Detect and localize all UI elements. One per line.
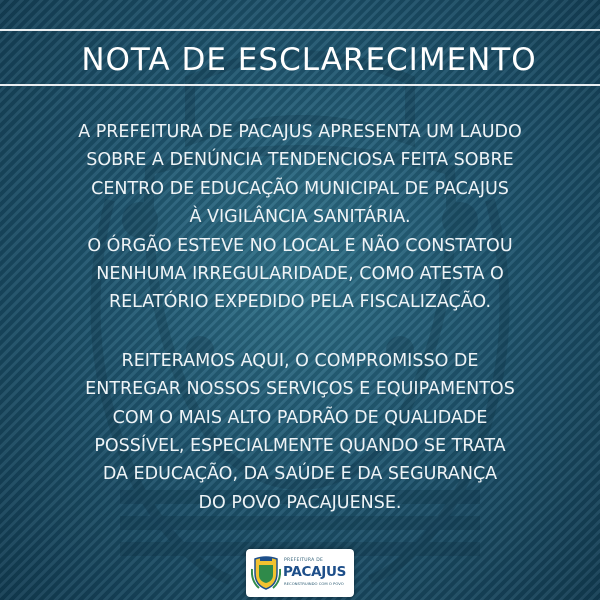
title-top-rule (0, 29, 600, 31)
paragraph-2-line: COM O MAIS ALTO PADRÃO DE QUALIDADE (112, 407, 488, 428)
page-title: NOTA DE ESCLARECIMENTO (81, 42, 537, 78)
paragraph-1-line: SOBRE A DENÚNCIA TENDENCIOSA FEITA SOBRE (86, 150, 514, 171)
paragraph-gap (0, 317, 600, 347)
paragraph-2-line: ENTREGAR NOSSOS SERVIÇOS E EQUIPAMENTOS (85, 379, 515, 400)
paragraph-2-line: REITERAMOS AQUI, O COMPROMISSO DE (121, 350, 479, 371)
paragraph-1-line: RELATÓRIO EXPEDIDO PELA FISCALIZAÇÃO. (108, 292, 492, 313)
announcement-body (0, 118, 600, 517)
paragraph-1-line: CENTRO DE EDUCAÇÃO MUNICIPAL DE PACAJUS (91, 178, 509, 199)
paragraph-1-line: O ÓRGÃO ESTEVE NO LOCAL E NÃO CONSTATOU (87, 235, 513, 256)
logo-name: PACAJUS (283, 564, 347, 580)
paragraph-2-line: DA EDUCAÇÃO, DA SAÚDE E DA SEGURANÇA (102, 464, 498, 485)
paragraph-1-line: A PREFEITURA DE PACAJUS APRESENTA UM LAUDO (78, 122, 522, 142)
paragraph-2-line: DO POVO PACAJUENSE. (198, 492, 402, 513)
paragraph-1-line: NENHUMA IRREGULARIDADE, COMO ATESTA O (96, 264, 504, 285)
paragraph-2-line: POSSÍVEL, ESPECIALMENTE QUANDO SE TRATA (94, 436, 506, 457)
title-bottom-rule (0, 84, 600, 86)
city-crest-icon (251, 555, 281, 591)
paragraph-1-line: À VIGILÂNCIA SANITÁRIA. (189, 207, 411, 228)
logo-tagline: RECONSTRUINDO COM O POVO (284, 581, 344, 586)
logo-top-text: PREFEITURA DE (284, 558, 324, 563)
prefeitura-logo (246, 549, 354, 597)
